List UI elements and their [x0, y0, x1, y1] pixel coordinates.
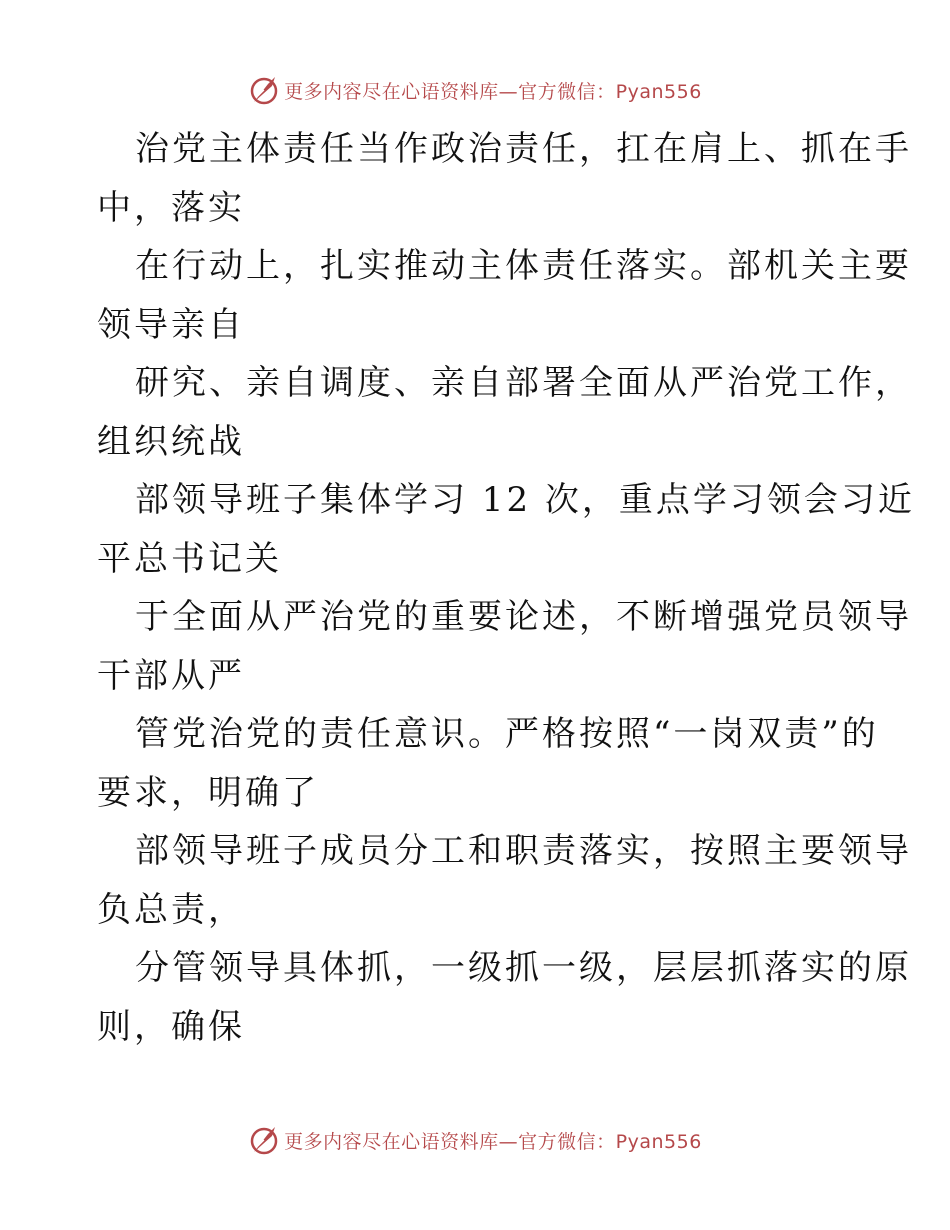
- text-line: 领导亲自: [97, 304, 245, 345]
- text-line: 负总责，: [97, 889, 245, 930]
- footer-watermark-text: 更多内容尽在心语资料库—官方微信：Pyan556: [284, 1130, 702, 1153]
- text-line: 则，确保: [97, 1006, 245, 1047]
- header-watermark-text: 更多内容尽在心语资料库—官方微信：Pyan556: [284, 80, 702, 103]
- text-line: 中，落实: [97, 187, 245, 228]
- text-line: 在行动上，扎实推动主体责任落实。部机关主要: [135, 246, 912, 286]
- text-line: 部领导班子成员分工和职责落实，按照主要领导: [135, 831, 912, 871]
- text-line: 平总书记关: [97, 538, 282, 579]
- footer-watermark: [0, 1120, 950, 1160]
- document-body: [97, 120, 915, 1056]
- quill-pen-circle-icon: [248, 74, 280, 106]
- text-line: 研究、亲自调度、亲自部署全面从严治党工作，: [135, 363, 912, 403]
- text-line: 部领导班子集体学习 12 次，重点学习领会习近: [135, 480, 915, 520]
- text-line: 干部从严: [97, 655, 245, 696]
- text-line: 治党主体责任当作政治责任，扛在肩上、抓在手: [135, 129, 912, 169]
- text-line: 分管领导具体抓，一级抓一级，层层抓落实的原: [135, 948, 912, 988]
- quill-pen-circle-icon: [248, 1124, 280, 1156]
- text-line: 管党治党的责任意识。严格按照“一岗双责”的: [135, 714, 879, 754]
- text-line: 组织统战: [97, 421, 245, 462]
- header-watermark: [0, 70, 950, 110]
- text-line: 要求，明确了: [97, 772, 319, 813]
- text-line: 于全面从严治党的重要论述，不断增强党员领导: [135, 597, 912, 637]
